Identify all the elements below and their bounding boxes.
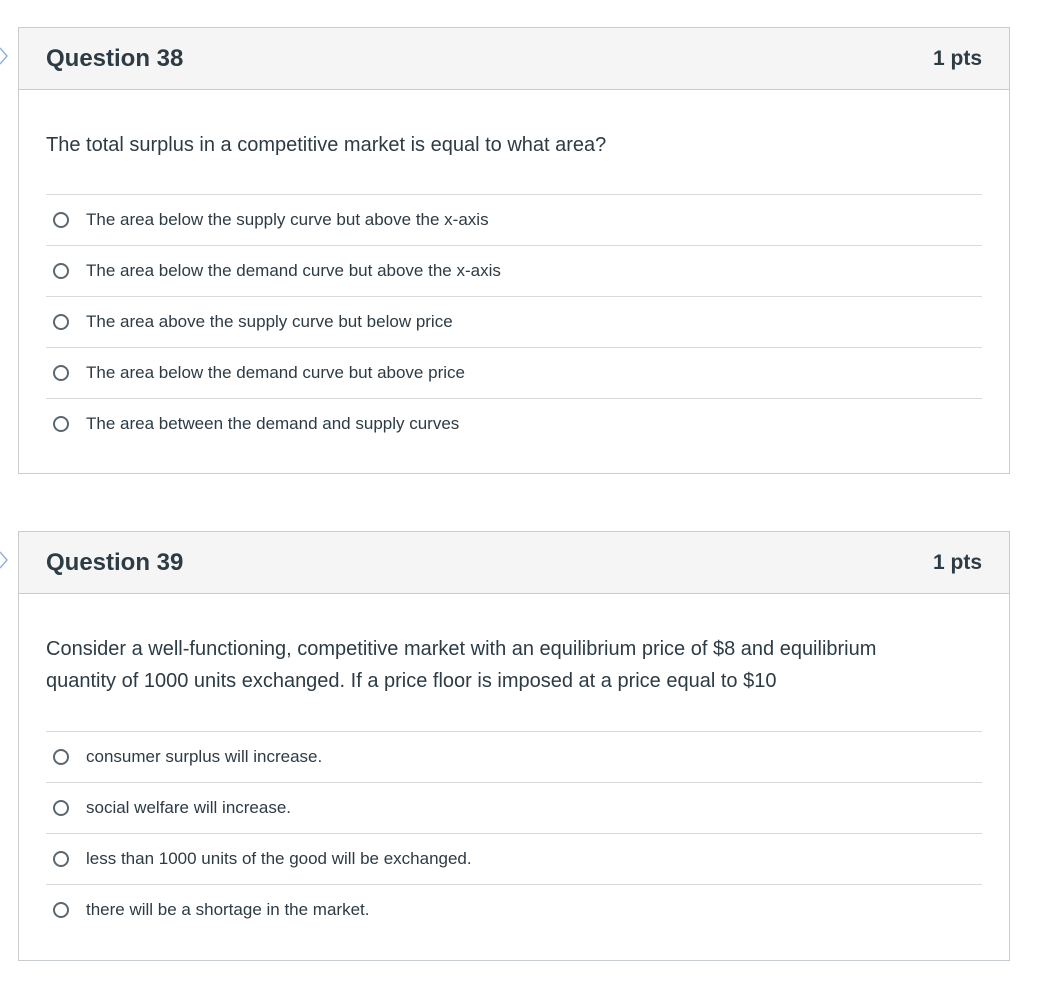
- question-text-line: quantity of 1000 units exchanged. If a price floor is imposed at a price equal to $10: [46, 670, 777, 692]
- answer-label: less than 1000 units of the good will be exchanged.: [86, 849, 472, 868]
- answer-label: The area above the supply curve but below price: [86, 312, 453, 331]
- radio-button-icon[interactable]: [53, 800, 69, 816]
- answer-option[interactable]: [46, 348, 982, 399]
- answer-label: social welfare will increase.: [86, 798, 292, 817]
- radio-button-icon[interactable]: [53, 365, 69, 381]
- answer-list: [46, 194, 982, 449]
- radio-button-icon[interactable]: [53, 212, 69, 228]
- chevron-right-icon[interactable]: [0, 46, 10, 66]
- question-header: [19, 28, 1009, 90]
- question-text: [46, 594, 982, 731]
- answer-option[interactable]: [46, 195, 982, 246]
- chevron-right-icon[interactable]: [0, 550, 10, 570]
- question-points: 1 pts: [932, 550, 982, 574]
- answer-option[interactable]: [46, 297, 982, 348]
- radio-button-icon[interactable]: [53, 416, 69, 432]
- question-header: [19, 532, 1009, 594]
- answer-label: there will be a shortage in the market.: [86, 900, 370, 919]
- question-text-line: Consider a well-functioning, competitive market with an equilibrium price of $8 and equilibrium: [46, 638, 877, 660]
- answer-option[interactable]: [46, 834, 982, 885]
- answer-option[interactable]: [46, 885, 982, 935]
- answer-label: The area below the demand curve but above price: [86, 363, 465, 382]
- radio-button-icon[interactable]: [53, 263, 69, 279]
- answer-label: The area below the supply curve but above the x-axis: [86, 210, 489, 229]
- radio-button-icon[interactable]: [53, 749, 69, 765]
- answer-option[interactable]: [46, 783, 982, 834]
- radio-button-icon[interactable]: [53, 851, 69, 867]
- answer-option[interactable]: [46, 399, 982, 449]
- radio-button-icon[interactable]: [53, 314, 69, 330]
- question-body: [19, 594, 1009, 935]
- answer-list: [46, 731, 982, 935]
- question-title: Question 39: [46, 548, 184, 576]
- radio-button-icon[interactable]: [53, 902, 69, 918]
- question-text: The total surplus in a competitive market is equal to what area?: [46, 134, 607, 156]
- question-title: Question 38: [46, 44, 184, 72]
- answer-label: The area below the demand curve but above the x-axis: [86, 261, 501, 280]
- answer-label: The area between the demand and supply curves: [86, 414, 460, 433]
- question-38-card: [18, 27, 1010, 474]
- answer-option[interactable]: [46, 246, 982, 297]
- question-body: [19, 90, 1009, 449]
- answer-option[interactable]: [46, 732, 982, 783]
- question-39-card: [18, 531, 1010, 961]
- answer-label: consumer surplus will increase.: [86, 747, 323, 766]
- question-points: 1 pts: [932, 46, 982, 70]
